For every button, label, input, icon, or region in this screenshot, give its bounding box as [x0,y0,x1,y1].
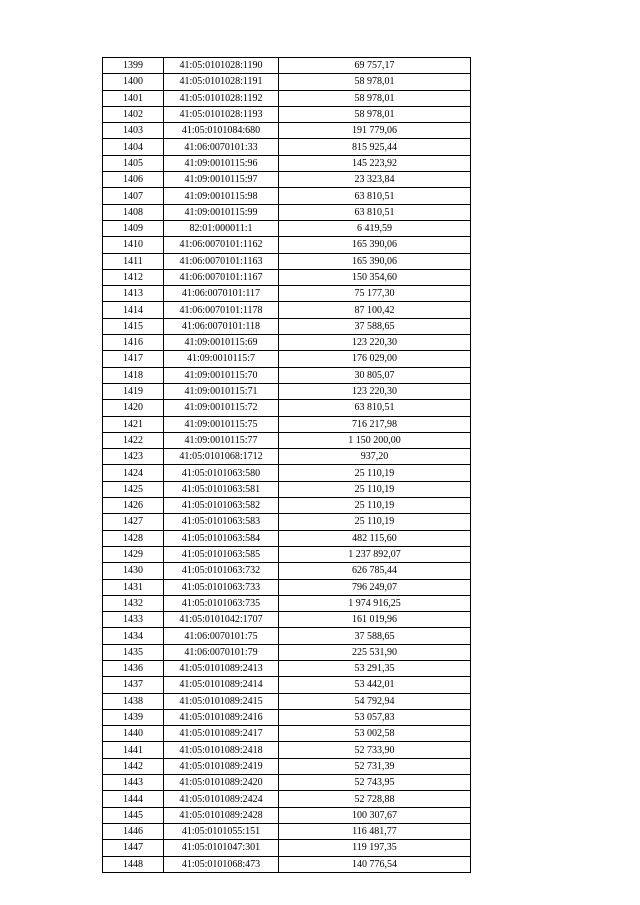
table-row [103,383,471,399]
table-row [103,74,471,90]
cadastral-number-cell: 41:06:0070101:75 [164,628,279,644]
cadastral-number-cell: 41:05:0101028:1190 [164,58,279,74]
value-cell: 191 779,06 [279,123,471,139]
cadastral-number-cell: 41:09:0010115:96 [164,155,279,171]
value-cell: 176 029,00 [279,351,471,367]
table-row [103,823,471,839]
cadastral-number-cell: 41:06:0070101:1163 [164,253,279,269]
table-row [103,514,471,530]
row-number-cell: 1423 [103,449,164,465]
row-number-cell: 1401 [103,90,164,106]
value-cell: 54 792,94 [279,693,471,709]
table-row [103,106,471,122]
row-number-cell: 1407 [103,188,164,204]
value-cell: 145 223,92 [279,155,471,171]
cadastral-number-cell: 41:06:0070101:33 [164,139,279,155]
cadastral-number-cell: 41:05:0101089:2428 [164,807,279,823]
value-cell: 63 810,51 [279,204,471,220]
row-number-cell: 1444 [103,791,164,807]
value-cell: 165 390,06 [279,237,471,253]
table-row [103,318,471,334]
cadastral-number-cell: 41:09:0010115:7 [164,351,279,367]
table-row [103,856,471,872]
value-cell: 52 733,90 [279,742,471,758]
table-row [103,840,471,856]
value-cell: 150 354,60 [279,269,471,285]
cadastral-number-cell: 41:05:0101068:473 [164,856,279,872]
value-cell: 52 728,88 [279,791,471,807]
table-row [103,123,471,139]
table-row [103,612,471,628]
cadastral-number-cell: 41:09:0010115:97 [164,172,279,188]
cadastral-number-cell: 41:05:0101063:584 [164,530,279,546]
cadastral-number-cell: 41:05:0101089:2420 [164,775,279,791]
cadastral-number-cell: 82:01:000011:1 [164,220,279,236]
row-number-cell: 1411 [103,253,164,269]
cadastral-number-cell: 41:06:0070101:79 [164,644,279,660]
cadastral-number-cell: 41:06:0070101:117 [164,286,279,302]
row-number-cell: 1437 [103,677,164,693]
table-row [103,367,471,383]
value-cell: 69 757,17 [279,58,471,74]
row-number-cell: 1427 [103,514,164,530]
table-row [103,155,471,171]
cadastral-number-cell: 41:05:0101063:582 [164,498,279,514]
cadastral-number-cell: 41:05:0101089:2419 [164,758,279,774]
table-row [103,660,471,676]
row-number-cell: 1419 [103,383,164,399]
row-number-cell: 1410 [103,237,164,253]
value-cell: 100 307,67 [279,807,471,823]
table-row [103,807,471,823]
cadastral-number-cell: 41:05:0101089:2413 [164,660,279,676]
row-number-cell: 1416 [103,335,164,351]
cadastral-value-table [102,57,471,873]
cadastral-number-cell: 41:05:0101063:580 [164,465,279,481]
cadastral-number-cell: 41:05:0101042:1707 [164,612,279,628]
value-cell: 58 978,01 [279,74,471,90]
table-row [103,709,471,725]
table-row [103,563,471,579]
table-row [103,595,471,611]
value-cell: 25 110,19 [279,498,471,514]
value-cell: 52 743,95 [279,775,471,791]
cadastral-number-cell: 41:09:0010115:98 [164,188,279,204]
value-cell: 37 588,65 [279,628,471,644]
table-row [103,90,471,106]
cadastral-number-cell: 41:09:0010115:72 [164,400,279,416]
value-cell: 25 110,19 [279,481,471,497]
row-number-cell: 1428 [103,530,164,546]
cadastral-number-cell: 41:09:0010115:69 [164,335,279,351]
cadastral-number-cell: 41:09:0010115:70 [164,367,279,383]
table-row [103,416,471,432]
table-row [103,432,471,448]
table-row [103,237,471,253]
cadastral-number-cell: 41:05:0101063:585 [164,546,279,562]
table-row [103,628,471,644]
table-row [103,400,471,416]
value-cell: 225 531,90 [279,644,471,660]
cadastral-number-cell: 41:05:0101063:581 [164,481,279,497]
cadastral-number-cell: 41:06:0070101:1178 [164,302,279,318]
table-row [103,286,471,302]
table-row [103,188,471,204]
cadastral-number-cell: 41:05:0101068:1712 [164,449,279,465]
row-number-cell: 1408 [103,204,164,220]
row-number-cell: 1446 [103,823,164,839]
row-number-cell: 1417 [103,351,164,367]
value-cell: 30 805,07 [279,367,471,383]
row-number-cell: 1431 [103,579,164,595]
row-number-cell: 1434 [103,628,164,644]
cadastral-number-cell: 41:05:0101084:680 [164,123,279,139]
row-number-cell: 1420 [103,400,164,416]
table-row [103,579,471,595]
cadastral-number-cell: 41:05:0101063:583 [164,514,279,530]
cadastral-number-cell: 41:05:0101089:2415 [164,693,279,709]
cadastral-number-cell: 41:05:0101063:735 [164,595,279,611]
table-row [103,335,471,351]
row-number-cell: 1426 [103,498,164,514]
cadastral-number-cell: 41:09:0010115:77 [164,432,279,448]
value-cell: 716 217,98 [279,416,471,432]
value-cell: 123 220,30 [279,335,471,351]
row-number-cell: 1436 [103,660,164,676]
row-number-cell: 1445 [103,807,164,823]
value-cell: 53 057,83 [279,709,471,725]
value-cell: 87 100,42 [279,302,471,318]
row-number-cell: 1405 [103,155,164,171]
cadastral-number-cell: 41:05:0101089:2417 [164,726,279,742]
cadastral-number-cell: 41:09:0010115:71 [164,383,279,399]
table-row [103,253,471,269]
row-number-cell: 1429 [103,546,164,562]
row-number-cell: 1447 [103,840,164,856]
row-number-cell: 1418 [103,367,164,383]
value-cell: 75 177,30 [279,286,471,302]
table-row [103,644,471,660]
cadastral-number-cell: 41:05:0101089:2418 [164,742,279,758]
table-row [103,449,471,465]
value-cell: 815 925,44 [279,139,471,155]
row-number-cell: 1409 [103,220,164,236]
value-cell: 63 810,51 [279,400,471,416]
value-cell: 165 390,06 [279,253,471,269]
row-number-cell: 1448 [103,856,164,872]
table-row [103,58,471,74]
table-row [103,758,471,774]
cadastral-number-cell: 41:06:0070101:1167 [164,269,279,285]
cadastral-number-cell: 41:05:0101089:2424 [164,791,279,807]
table-row [103,172,471,188]
cadastral-number-cell: 41:05:0101055:151 [164,823,279,839]
row-number-cell: 1422 [103,432,164,448]
table-row [103,742,471,758]
table-row [103,220,471,236]
table-row [103,351,471,367]
value-cell: 58 978,01 [279,90,471,106]
value-cell: 6 419,59 [279,220,471,236]
row-number-cell: 1415 [103,318,164,334]
row-number-cell: 1439 [103,709,164,725]
table-row [103,302,471,318]
value-cell: 52 731,39 [279,758,471,774]
row-number-cell: 1442 [103,758,164,774]
row-number-cell: 1421 [103,416,164,432]
cadastral-number-cell: 41:05:0101028:1192 [164,90,279,106]
row-number-cell: 1443 [103,775,164,791]
cadastral-number-cell: 41:05:0101089:2416 [164,709,279,725]
row-number-cell: 1432 [103,595,164,611]
value-cell: 161 019,96 [279,612,471,628]
table-row [103,693,471,709]
cadastral-number-cell: 41:05:0101063:733 [164,579,279,595]
value-cell: 63 810,51 [279,188,471,204]
row-number-cell: 1413 [103,286,164,302]
table-row [103,139,471,155]
row-number-cell: 1414 [103,302,164,318]
value-cell: 937,20 [279,449,471,465]
table-row [103,465,471,481]
value-cell: 1 237 892,07 [279,546,471,562]
table-row [103,498,471,514]
value-cell: 37 588,65 [279,318,471,334]
row-number-cell: 1404 [103,139,164,155]
table-row [103,791,471,807]
value-cell: 25 110,19 [279,514,471,530]
value-cell: 53 002,58 [279,726,471,742]
value-cell: 25 110,19 [279,465,471,481]
value-cell: 1 150 200,00 [279,432,471,448]
row-number-cell: 1440 [103,726,164,742]
row-number-cell: 1402 [103,106,164,122]
row-number-cell: 1406 [103,172,164,188]
row-number-cell: 1400 [103,74,164,90]
value-cell: 482 115,60 [279,530,471,546]
table-row [103,269,471,285]
cadastral-number-cell: 41:05:0101063:732 [164,563,279,579]
table-row [103,546,471,562]
value-cell: 23 323,84 [279,172,471,188]
row-number-cell: 1435 [103,644,164,660]
cadastral-number-cell: 41:05:0101089:2414 [164,677,279,693]
table-row [103,726,471,742]
value-cell: 58 978,01 [279,106,471,122]
value-cell: 119 197,35 [279,840,471,856]
row-number-cell: 1433 [103,612,164,628]
cadastral-number-cell: 41:09:0010115:75 [164,416,279,432]
table-row [103,677,471,693]
table-row [103,530,471,546]
value-cell: 53 442,01 [279,677,471,693]
row-number-cell: 1438 [103,693,164,709]
row-number-cell: 1430 [103,563,164,579]
row-number-cell: 1425 [103,481,164,497]
value-cell: 626 785,44 [279,563,471,579]
table-row [103,481,471,497]
row-number-cell: 1441 [103,742,164,758]
cadastral-number-cell: 41:05:0101047:301 [164,840,279,856]
cadastral-number-cell: 41:05:0101028:1191 [164,74,279,90]
row-number-cell: 1403 [103,123,164,139]
value-cell: 116 481,77 [279,823,471,839]
cadastral-number-cell: 41:09:0010115:99 [164,204,279,220]
value-cell: 123 220,30 [279,383,471,399]
row-number-cell: 1424 [103,465,164,481]
row-number-cell: 1399 [103,58,164,74]
table-row [103,204,471,220]
value-cell: 53 291,35 [279,660,471,676]
value-cell: 796 249,07 [279,579,471,595]
table-row [103,775,471,791]
row-number-cell: 1412 [103,269,164,285]
value-cell: 1 974 916,25 [279,595,471,611]
table-body [103,58,471,873]
cadastral-number-cell: 41:05:0101028:1193 [164,106,279,122]
cadastral-number-cell: 41:06:0070101:118 [164,318,279,334]
value-cell: 140 776,54 [279,856,471,872]
cadastral-number-cell: 41:06:0070101:1162 [164,237,279,253]
